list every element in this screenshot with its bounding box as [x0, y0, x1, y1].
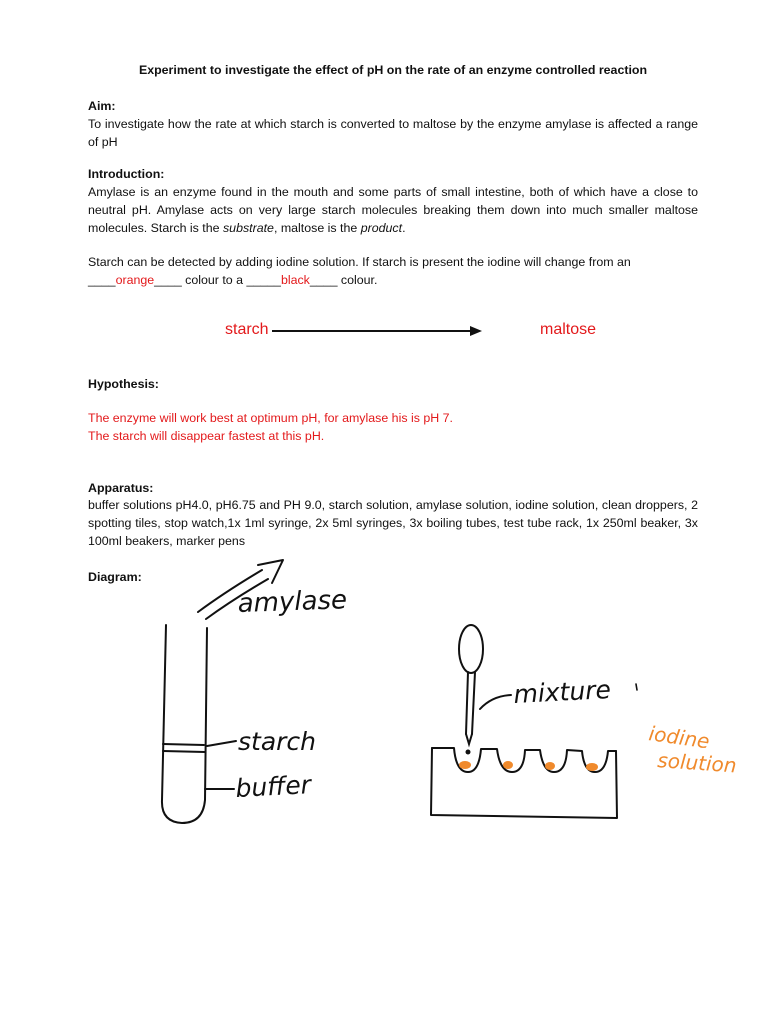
answer-orange: orange [115, 273, 155, 287]
mixture-leader-line [480, 695, 511, 709]
introduction-substrate: substrate [222, 221, 274, 235]
iodine-drops [459, 761, 598, 771]
apparatus-text: buffer solutions pH4.0, pH6.75 and PH 9.0, starch solution, amylase solution, iodine solution, clean droppers, 2 spotting tiles, stop watch,1x 1ml syringe, 2x 5ml syringes, 3x boiling tubes, test tube rack, 1x 250ml beaker, 3x 100ml beakers, marker pens [88, 498, 698, 548]
introduction-text-3: . [402, 221, 406, 235]
test-tube-drawing [162, 625, 207, 823]
iodine-label: iodine [647, 721, 712, 754]
iodine-test-text-1: Starch can be detected by adding iodine solution. If starch is present the iodine will change from an [88, 255, 631, 269]
diagram-heading: Diagram: [88, 570, 142, 584]
hypothesis-heading: Hypothesis: [88, 377, 159, 391]
hypothesis-line-1: The enzyme will work best at optimum pH, for amylase his is pH 7. [88, 411, 453, 425]
blank-a-end: ____ colour to a [154, 273, 247, 287]
starch-leader-line [207, 741, 236, 746]
blank-a-start: ____ [88, 273, 116, 287]
buffer-label: buffer [234, 770, 312, 803]
introduction-text-2: , maltose is the [273, 221, 361, 235]
reaction-equation [88, 321, 698, 341]
introduction-heading: Introduction: [88, 167, 165, 181]
hypothesis-line-2: The starch will disappear fastest at this pH. [88, 429, 325, 443]
introduction-product: product [360, 221, 403, 235]
aim-heading: Aim: [88, 99, 116, 113]
product-label: maltose [540, 321, 597, 338]
iodine-test-text [88, 253, 698, 289]
introduction-text-1: Amylase is an enzyme found in the mouth and some parts of small intestine, both of which have a close to neutral pH. Amylase acts on very large starch molecules breaking them down into much smaller maltose molecules. Starch is the [88, 185, 698, 235]
mixture-label: mixture [512, 674, 612, 709]
apparatus-heading: Apparatus: [88, 481, 154, 495]
blank-b-end: ____ colour. [309, 273, 378, 287]
aim-text: To investigate how the rate at which starch is converted to maltose by the enzyme amylase is affected a range of pH [88, 117, 698, 149]
page-title: Experiment to investigate the effect of pH on the rate of an enzyme controlled reaction [138, 63, 648, 77]
answer-black: black [280, 273, 310, 287]
solution-label: solution [656, 748, 738, 778]
drop-dot [466, 750, 471, 755]
dropper-drawing [459, 625, 483, 744]
spotting-tile-drawing [431, 748, 617, 818]
blank-b-start: _____ [246, 273, 281, 287]
introduction-text [88, 183, 698, 237]
reactant-label: starch [225, 321, 269, 338]
starch-label: starch [238, 727, 317, 756]
amylase-label: amylase [237, 585, 348, 619]
